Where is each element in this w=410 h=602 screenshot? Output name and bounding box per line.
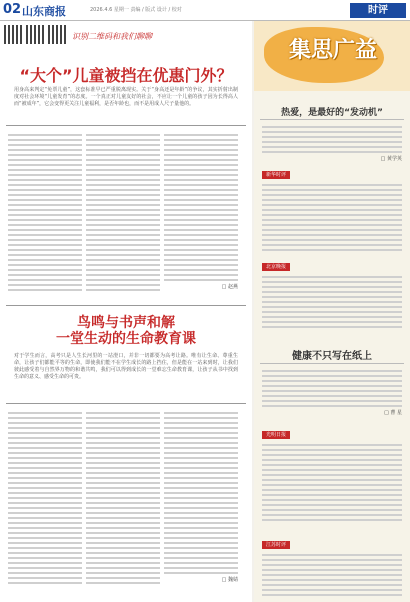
article2-headline (0, 315, 252, 347)
qr-codes (4, 25, 70, 48)
section-divider (6, 305, 246, 306)
article1-deck: 用身高来判定“免票儿童”，这套标准早已严重脱离现实。关于“身高还是年龄”的争议，其实折射出制度对社会环境“儿童发育”的态度。一个真正对儿童友好的社会，不应让一个儿童的孩子因为长得高人而“被成年”，它会变得更关注儿童福利，是否年龄也，而不是用成人尺子量他的。 (14, 87, 238, 107)
article2-column (86, 409, 160, 587)
divider (260, 119, 404, 120)
section-tag: 光明日报 (262, 431, 290, 439)
right-article2-headline: 健康不只写在纸上 (292, 351, 372, 362)
right-article1-headline: 热爱，是最好的“发动机” (281, 108, 383, 118)
article2-deck: 对于学生而言，高考只是人生长河里的一站澄口，并非一切都要为高考让路。唯有让生命、尊重生命，让孩子们都能平等的生命，即使我们能不在学生成长的路上挡住，但是能在一站来到时，让我们彼此感受着与自然界万物的和谐共鸣，我们可以得到成长的一堂难忘生命教育课，让孩子从书中找到生命的意义、感受生命的可贵。 (14, 353, 238, 380)
section-tag: 北京晚报 (262, 263, 290, 271)
section-divider (6, 125, 246, 126)
left-column (0, 21, 252, 602)
qr-code-icon[interactable] (48, 25, 67, 44)
article1-headline: “大个”儿童被挡在优惠门外？ (19, 66, 233, 85)
article1-byline: □ 赵燕 (221, 284, 238, 290)
divider (260, 363, 404, 364)
feature-banner (254, 21, 410, 91)
article2-byline: □ 魏婧 (221, 577, 238, 583)
page-number: 02 (3, 2, 22, 17)
article1-body (8, 131, 244, 294)
section-tag: 江苏时评 (262, 541, 290, 549)
qr-code-icon[interactable] (4, 25, 23, 44)
page-header (0, 0, 410, 21)
qr-code-icon[interactable] (26, 25, 45, 44)
section-label: 时评 (350, 3, 406, 18)
right-article1-byline: □ 黄学英 (380, 156, 402, 162)
right-article2-body (262, 367, 402, 417)
newspaper-name: 山东商报 (22, 5, 66, 18)
article2-column (164, 409, 238, 584)
banner-title: 集思广益 (289, 38, 378, 63)
right-article1-body (262, 273, 402, 331)
promo-text: 识别二维码和我们聊聊 (72, 32, 152, 41)
issue-meta: 2026.4.6 星期一 责编 / 版式 设计 / 校对 (90, 7, 182, 13)
article2-headline-line: 鸟鸣与书声和解 (77, 315, 175, 331)
right-article2-body (262, 441, 402, 524)
article1-column (164, 131, 238, 291)
article1-column (86, 131, 160, 294)
article2-column (8, 409, 82, 587)
right-article2-body (262, 551, 402, 599)
section-divider (6, 403, 246, 404)
article1-column (8, 131, 82, 294)
article2-headline-line: 一堂生动的生命教育课 (56, 331, 196, 347)
right-article1-body (262, 123, 402, 163)
article2-body (8, 409, 244, 587)
right-column (254, 21, 410, 602)
section-tag: 新华时评 (262, 171, 290, 179)
right-article2-byline: □ 曹 星 (384, 410, 402, 416)
right-article1-body (262, 181, 402, 254)
